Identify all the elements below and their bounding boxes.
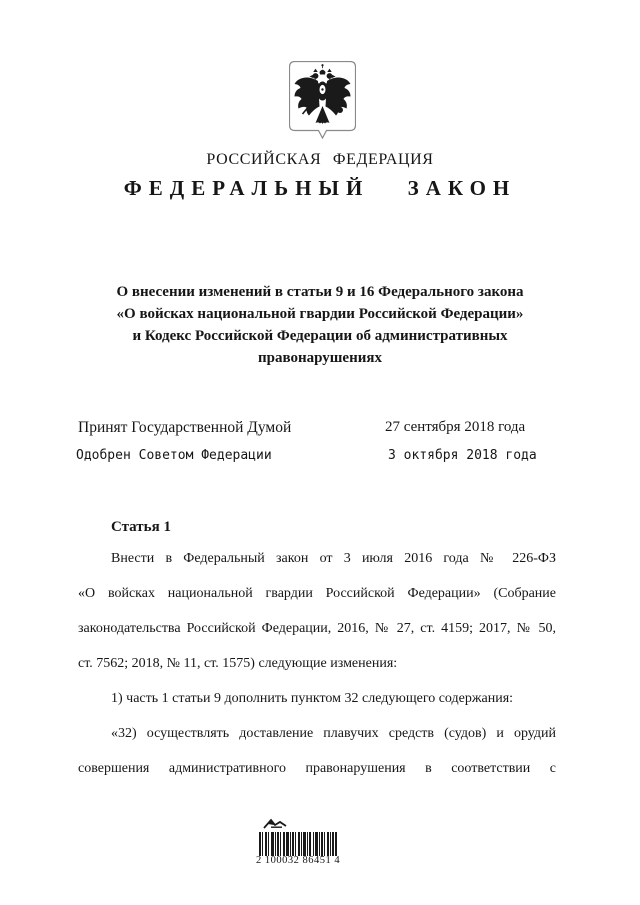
coat-of-arms <box>289 61 356 139</box>
council-approved-date: 3 октября 2018 года <box>388 448 537 463</box>
body-line: ст. 7562; 2018, № 11, ст. 1575) следующие изменения: <box>78 656 398 671</box>
law-title-line: и Кодекс Российской Федерации об административных <box>132 328 508 344</box>
print-registration-mark-icon <box>262 817 288 830</box>
body-line: 1) часть 1 статьи 9 дополнить пунктом 32 следующего содержания: <box>111 691 514 706</box>
barcode <box>259 832 337 856</box>
duma-passed-date: 27 сентября 2018 года <box>385 419 526 435</box>
law-title-line: «О войсках национальной гвардии Российской Федерации» <box>116 306 524 322</box>
barcode-number: 2 100032 86451 4 <box>255 855 341 866</box>
country-heading: РОССИЙСКАЯ ФЕДЕРАЦИЯ <box>206 151 434 168</box>
article-heading: Статья 1 <box>111 519 171 535</box>
duma-passed-label: Принят Государственной Думой <box>78 419 292 436</box>
body-line: «О войсках национальной гвардии Российской Федерации» (Собрание <box>78 586 556 601</box>
russian-coat-of-arms-icon <box>289 61 356 139</box>
body-line: «32) осуществлять доставление плавучих средств (судов) и орудий <box>111 726 556 741</box>
body-line: законодательства Российской Федерации, 2016, № 27, ст. 4159; 2017, № 50, <box>78 621 556 636</box>
article-body <box>78 541 556 786</box>
council-approved-label: Одобрен Советом Федерации <box>76 448 272 463</box>
document-type-heading: ФЕДЕРАЛЬНЫЙ ЗАКОН <box>123 176 517 200</box>
law-title-line: О внесении изменений в статьи 9 и 16 Федерального закона <box>116 284 524 300</box>
law-title <box>70 281 570 369</box>
body-line: Внести в Федеральный закон от 3 июля 2016 года № 226-ФЗ <box>111 551 556 566</box>
body-line: совершения административного правонарушения в соответствии с <box>78 761 556 776</box>
law-title-line: правонарушениях <box>258 350 382 366</box>
